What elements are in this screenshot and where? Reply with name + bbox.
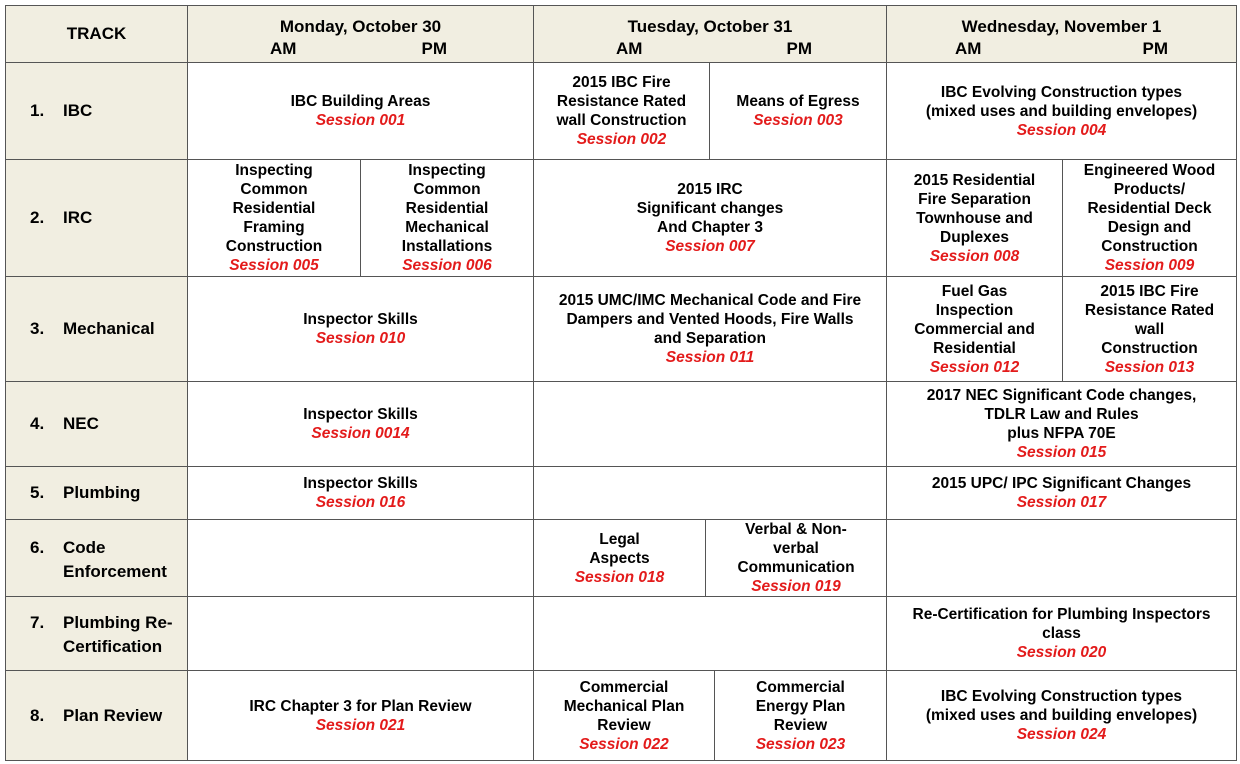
session-title: Installations [401, 238, 493, 255]
session-title: Inspector Skills [303, 475, 418, 492]
empty-cell [533, 466, 887, 520]
session-cell [533, 62, 710, 160]
empty-cell [886, 519, 1237, 597]
session-title: Commercial [579, 678, 669, 696]
session-cell [533, 670, 715, 761]
session-title: 2015 IBC Fire [1100, 282, 1199, 300]
header-track-label: TRACK [66, 24, 127, 43]
track-number: 8. [30, 705, 45, 725]
session-title: Dampers and Vented Hoods, Fire Walls [566, 311, 854, 328]
track-number: 1. [30, 101, 45, 120]
track-number: 6. [30, 538, 45, 557]
session-title: Engineered Wood [1083, 162, 1216, 179]
session-cell [360, 159, 534, 277]
session-title: wall [1134, 320, 1165, 338]
pm-label: PM [786, 39, 812, 58]
session-number: Session 0014 [311, 425, 410, 442]
session-number: Session 017 [1016, 494, 1107, 511]
session-title: Inspector Skills [303, 406, 418, 423]
pm-label: PM [421, 39, 447, 58]
track-number: 5. [30, 483, 45, 502]
session-title: Energy Plan [755, 697, 846, 715]
session-cell [187, 62, 534, 160]
header-day-wednesday [886, 5, 1237, 63]
session-title: Means of Egress [736, 93, 860, 110]
session-title: 2015 UMC/IMC Mechanical Code and Fire [558, 292, 862, 309]
session-title: Residential [405, 200, 489, 217]
session-title: wall Construction [556, 112, 687, 129]
session-title: Residential [232, 200, 316, 217]
session-cell [886, 466, 1237, 520]
session-title: (mixed uses and building envelopes) [925, 102, 1198, 120]
day-label: Wednesday, November 1 [961, 17, 1162, 36]
session-title: Inspector Skills [303, 311, 418, 328]
track-name: IRC [63, 208, 93, 227]
session-title: Common [240, 181, 308, 198]
session-number: Session 022 [579, 735, 669, 753]
track-number: 3. [30, 319, 45, 338]
track-name: IBC [63, 101, 93, 120]
session-number: Session 018 [574, 568, 665, 586]
track-name-line: Enforcement [63, 562, 167, 581]
session-cell [886, 670, 1237, 761]
session-title: IBC Evolving Construction types [940, 688, 1183, 705]
session-cell [187, 276, 534, 382]
session-title: Construction [1101, 339, 1198, 357]
track-irc [5, 159, 188, 277]
session-number: Session 002 [576, 131, 667, 148]
session-title: IBC Building Areas [290, 93, 431, 110]
track-name-line: Certification [63, 637, 163, 656]
day-label: Tuesday, October 31 [627, 17, 793, 36]
pm-label: PM [1142, 39, 1168, 58]
session-title: Products/ [1113, 181, 1186, 198]
track-name-line: Code [63, 538, 106, 557]
session-cell [1062, 159, 1237, 277]
session-number: Session 015 [1016, 444, 1107, 461]
track-number: 4. [30, 414, 45, 433]
session-title: Commercial and [914, 320, 1035, 338]
session-title: Legal [599, 530, 640, 548]
am-label: AM [955, 39, 982, 58]
session-title: Residential Deck [1087, 200, 1212, 217]
empty-cell [187, 596, 534, 671]
track-mechanical [5, 276, 188, 382]
session-number: Session 007 [665, 238, 755, 255]
session-title: Design and [1107, 219, 1192, 236]
track-plan-review [5, 670, 188, 761]
session-title: Mechanical Plan [563, 697, 685, 715]
day-label: Monday, October 30 [279, 17, 442, 36]
session-cell [886, 596, 1237, 671]
session-number: Session 024 [1016, 726, 1107, 743]
session-cell [533, 519, 706, 597]
track-name: Plan Review [63, 705, 163, 725]
header-track [5, 5, 188, 63]
session-title: Duplexes [940, 228, 1009, 246]
track-plumbing [5, 466, 188, 520]
session-title: Residential [933, 339, 1016, 357]
session-number: Session 009 [1104, 257, 1195, 274]
session-title: And Chapter 3 [657, 219, 763, 236]
session-number: Session 019 [751, 578, 841, 595]
session-title: IRC Chapter 3 for Plan Review [249, 697, 472, 715]
header-day-tuesday [533, 5, 887, 63]
session-title: Inspection [935, 301, 1014, 319]
session-title: Review [597, 716, 651, 734]
session-title: Communication [737, 559, 855, 576]
session-title: 2015 IRC [677, 181, 743, 198]
session-number: Session 003 [753, 112, 843, 129]
session-title: IBC Evolving Construction types [940, 83, 1183, 101]
session-cell [709, 62, 887, 160]
session-number: Session 023 [755, 735, 846, 753]
empty-cell [187, 519, 534, 597]
session-number: Session 012 [929, 358, 1020, 376]
session-title: Construction [225, 238, 323, 255]
track-ibc [5, 62, 188, 160]
session-cell [533, 159, 887, 277]
track-name: Mechanical [63, 319, 155, 338]
session-title: TDLR Law and Rules [984, 406, 1139, 423]
session-title: Inspecting [408, 162, 486, 179]
session-number: Session 011 [665, 349, 755, 366]
session-title: and Separation [654, 330, 766, 347]
session-title: Inspecting [235, 162, 313, 179]
session-number: Session 020 [1016, 644, 1107, 661]
session-cell [886, 276, 1063, 382]
am-label: AM [616, 39, 643, 58]
session-number: Session 005 [229, 257, 319, 274]
track-plumbing-recertification [5, 596, 188, 671]
session-title: Framing [243, 219, 305, 236]
session-cell [886, 62, 1237, 160]
session-cell [714, 670, 887, 761]
session-title: Construction [1101, 238, 1198, 255]
session-number: Session 004 [1016, 121, 1107, 139]
track-number: 2. [30, 208, 45, 227]
session-title: Re-Certification for Plumbing Inspectors [912, 606, 1211, 623]
session-title: plus NFPA 70E [1007, 425, 1116, 442]
session-title: Commercial [756, 678, 845, 696]
empty-cell [533, 596, 887, 671]
session-title: 2015 UPC/ IPC Significant Changes [931, 475, 1192, 492]
session-title: Resistance Rated [1084, 301, 1215, 319]
session-title: Verbal & Non- [745, 521, 847, 538]
session-title: Aspects [589, 549, 650, 567]
session-number: Session 001 [315, 112, 406, 129]
session-title: Mechanical [405, 219, 489, 236]
session-number: Session 006 [402, 257, 492, 274]
session-title: Review [773, 716, 828, 734]
session-title: (mixed uses and building envelopes) [925, 707, 1198, 724]
session-cell [886, 159, 1063, 277]
session-title: class [1042, 625, 1081, 642]
track-name-line: Plumbing Re- [63, 613, 173, 632]
session-title: Common [413, 181, 481, 198]
session-title: Significant changes [636, 200, 784, 217]
track-number: 7. [30, 613, 45, 632]
track-name [63, 536, 167, 584]
session-title: Resistance Rated [556, 93, 687, 110]
am-label: AM [270, 39, 297, 58]
session-title: Townhouse and [916, 209, 1033, 227]
track-name: NEC [63, 414, 99, 433]
session-cell [705, 519, 887, 597]
session-title: verbal [773, 540, 819, 557]
session-cell [187, 466, 534, 520]
session-cell [886, 381, 1237, 467]
session-title: Fire Separation [918, 190, 1031, 208]
session-number: Session 013 [1104, 358, 1195, 376]
track-name [63, 611, 173, 659]
session-title: 2015 Residential [913, 171, 1036, 189]
session-title: 2015 IBC Fire [572, 74, 671, 91]
session-title: 2017 NEC Significant Code changes, [926, 387, 1197, 404]
track-nec [5, 381, 188, 467]
session-cell [533, 276, 887, 382]
session-cell [187, 381, 534, 467]
track-code-enforcement [5, 519, 188, 597]
session-number: Session 010 [315, 330, 406, 347]
session-cell [1062, 276, 1237, 382]
session-title: Fuel Gas [941, 282, 1008, 300]
track-name: Plumbing [63, 483, 141, 502]
session-number: Session 016 [315, 494, 406, 511]
empty-cell [533, 381, 887, 467]
header-day-monday [187, 5, 534, 63]
session-cell [187, 159, 361, 277]
session-cell [187, 670, 534, 761]
session-number: Session 021 [315, 716, 406, 734]
session-number: Session 008 [929, 247, 1020, 265]
